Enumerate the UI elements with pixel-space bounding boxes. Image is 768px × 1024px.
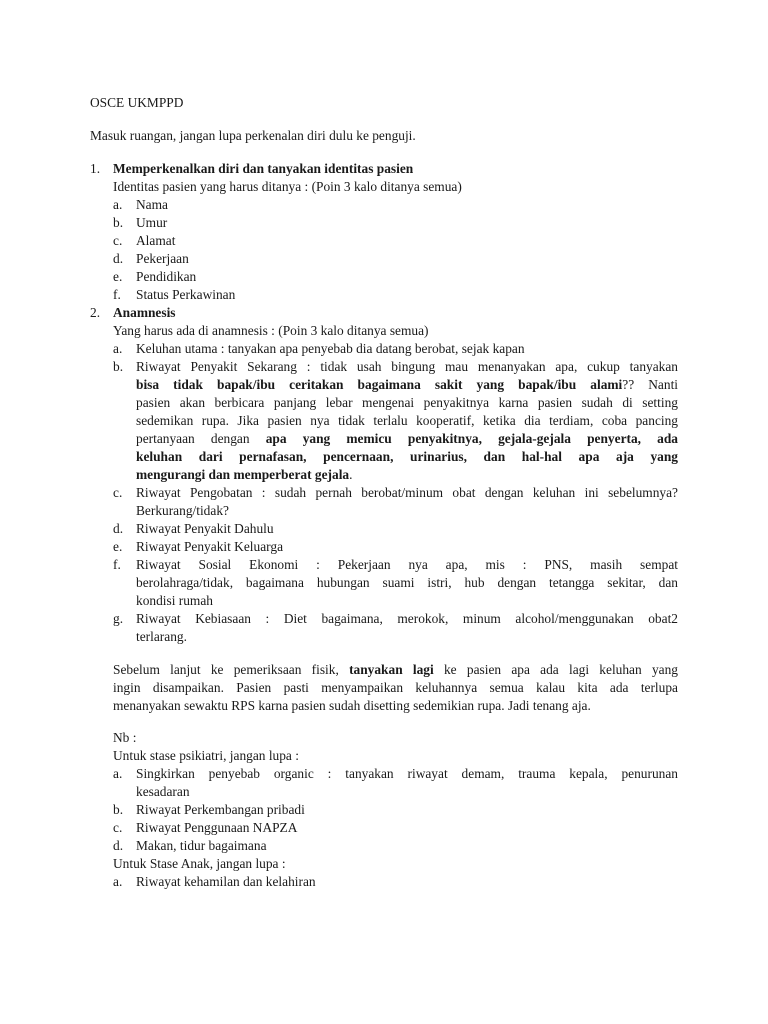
document-content — [90, 94, 678, 891]
list-marker: a. — [113, 197, 123, 212]
text-line: Riwayat Pengobatan : sudah pernah berobat/minum obat dengan keluhan ini sebelumnya? — [136, 485, 678, 500]
list-text: Riwayat Penggunaan NAPZA — [136, 820, 298, 835]
list-item — [113, 250, 678, 268]
psych-lead: Untuk stase psikiatri, jangan lupa : — [113, 748, 299, 763]
section-2-lead: Yang harus ada di anamnesis : (Poin 3 kalo ditanya semua) — [113, 323, 429, 338]
text-line — [136, 412, 678, 430]
list-item — [113, 765, 678, 801]
text-line: terlarang. — [136, 629, 187, 644]
list-item — [113, 873, 678, 891]
text-run: . — [349, 467, 353, 482]
text-line: Singkirkan penyebab organic : tanyakan riwayat demam, trauma kepala, penurunan — [136, 766, 678, 781]
list-text — [136, 358, 678, 484]
list-marker: b. — [113, 802, 124, 817]
list-marker: c. — [113, 485, 123, 500]
list-text: Alamat — [136, 233, 176, 248]
section-1-heading — [90, 160, 678, 178]
section-1-title: Memperkenalkan diri dan tanyakan identitas pasien — [113, 161, 414, 176]
section-2-body — [113, 322, 678, 646]
list-text: Riwayat Penyakit Keluarga — [136, 539, 284, 554]
list-text: Makan, tidur bagaimana — [136, 838, 267, 853]
list-marker: a. — [113, 874, 123, 889]
text-line: Riwayat Kebiasaan : Diet bagaimana, merokok, minum alcohol/menggunakan obat2 — [136, 611, 678, 626]
text-line: kondisi rumah — [136, 593, 213, 608]
list-item — [113, 610, 678, 646]
list-marker: b. — [113, 215, 124, 230]
list-text: Umur — [136, 215, 168, 230]
bold-run: apa yang memicu penyakitnya, gejala-gejala penyerta, ada — [265, 431, 678, 446]
text-line: kesadaran — [136, 784, 190, 799]
list-item — [113, 837, 678, 855]
list-marker: e. — [113, 539, 123, 554]
list-marker: f. — [113, 557, 121, 572]
list-text: Pendidikan — [136, 269, 197, 284]
text-line: Berkurang/tidak? — [136, 503, 229, 518]
text-line: ingin disampaikan. Pasien pasti menyampaikan keluhannya semua kalau kita ada terlupa — [113, 680, 678, 695]
list-marker: c. — [113, 820, 123, 835]
text-line — [136, 394, 678, 412]
list-marker: g. — [113, 611, 124, 626]
list-item — [113, 801, 678, 819]
list-item — [113, 484, 678, 520]
text-line — [136, 358, 678, 376]
list-marker: d. — [113, 838, 124, 853]
list-item — [113, 214, 678, 232]
list-marker: d. — [113, 251, 124, 266]
text-line — [136, 466, 678, 484]
bold-run: keluhan dari pernafasan, pencernaan, urinarius, dan hal-hal apa aja yang — [136, 449, 678, 464]
list-text — [136, 765, 678, 801]
section-2-number: 2. — [90, 305, 101, 320]
child-lead: Untuk Stase Anak, jangan lupa : — [113, 856, 286, 871]
intro-paragraph: Masuk ruangan, jangan lupa perkenalan diri dulu ke penguji. — [90, 128, 416, 143]
list-item — [113, 232, 678, 250]
anamnesis-list — [113, 340, 678, 646]
list-text: Status Perkawinan — [136, 287, 236, 302]
text-line: berolahraga/tidak, bagaimana hubungan suami istri, hub dengan tetangga sekitar, dan — [136, 575, 678, 590]
child-list — [113, 873, 678, 891]
list-item — [113, 286, 678, 304]
list-item — [113, 520, 678, 538]
list-marker: c. — [113, 233, 123, 248]
list-text: Riwayat Perkembangan pribadi — [136, 802, 305, 817]
text-run: Riwayat Penyakit Sekarang : tidak usah bingung mau menanyakan apa, cukup tanyakan — [136, 359, 678, 374]
section-1-lead: Identitas pasien yang harus ditanya : (Poin 3 kalo ditanya semua) — [113, 179, 462, 194]
section-1-number: 1. — [90, 161, 101, 176]
list-text: Riwayat kehamilan dan kelahiran — [136, 874, 316, 889]
list-item — [113, 358, 678, 484]
list-item — [113, 538, 678, 556]
section-2-title: Anamnesis — [113, 305, 176, 320]
bold-run: bisa tidak bapak/ibu ceritakan bagaimana sakit yang bapak/ibu alami — [136, 377, 623, 392]
text-run: ?? Nanti — [622, 377, 679, 392]
list-text — [136, 484, 678, 520]
list-item — [113, 556, 678, 610]
text-run: ke pasien apa ada lagi keluhan yang — [443, 662, 678, 677]
list-marker: f. — [113, 287, 121, 302]
list-item — [113, 340, 678, 358]
psych-list — [113, 765, 678, 855]
section-2-heading — [90, 304, 678, 322]
text-line — [136, 376, 678, 394]
text-run: Sebelum lanjut ke pemeriksaan fisik, — [113, 662, 339, 677]
list-marker: a. — [113, 766, 123, 781]
bold-run: tanyakan lagi — [349, 662, 434, 677]
section-1-body — [113, 178, 678, 304]
list-text: Pekerjaan — [136, 251, 189, 266]
document-title: OSCE UKMPPD — [90, 95, 184, 110]
list-text: Riwayat Penyakit Dahulu — [136, 521, 274, 536]
text-run: pertanyaan dengan — [136, 431, 250, 446]
bold-run: mengurangi dan memperberat gejala — [136, 467, 350, 482]
identity-list — [113, 196, 678, 304]
list-text — [136, 556, 678, 610]
list-item — [113, 196, 678, 214]
text-run: sedemikan rupa. Jika pasien nya tidak terlalu kooperatif, ketika dia terdiam, coba pancing — [136, 413, 678, 428]
text-run: pasien akan berbicara panjang lebar mengenai penyakitnya karna pasien sudah di setting — [136, 395, 678, 410]
nb-section — [113, 729, 678, 891]
closing-paragraph — [113, 661, 678, 715]
text-line — [136, 448, 678, 466]
text-line — [136, 430, 678, 448]
list-marker: d. — [113, 521, 124, 536]
list-marker: b. — [113, 359, 124, 374]
list-text — [136, 610, 678, 646]
list-marker: e. — [113, 269, 123, 284]
list-item — [113, 819, 678, 837]
text-line: menanyakan sewaktu RPS karna pasien sudah disetting sedemikian rupa. Jadi tenang aja. — [113, 698, 591, 713]
nb-label: Nb : — [113, 730, 137, 745]
text-line — [113, 661, 678, 679]
text-line: Riwayat Sosial Ekonomi : Pekerjaan nya apa, mis : PNS, masih sempat — [136, 557, 678, 572]
list-item — [113, 268, 678, 286]
list-text: Nama — [136, 197, 168, 212]
list-marker: a. — [113, 341, 123, 356]
list-text: Keluhan utama : tanyakan apa penyebab dia datang berobat, sejak kapan — [136, 341, 525, 356]
